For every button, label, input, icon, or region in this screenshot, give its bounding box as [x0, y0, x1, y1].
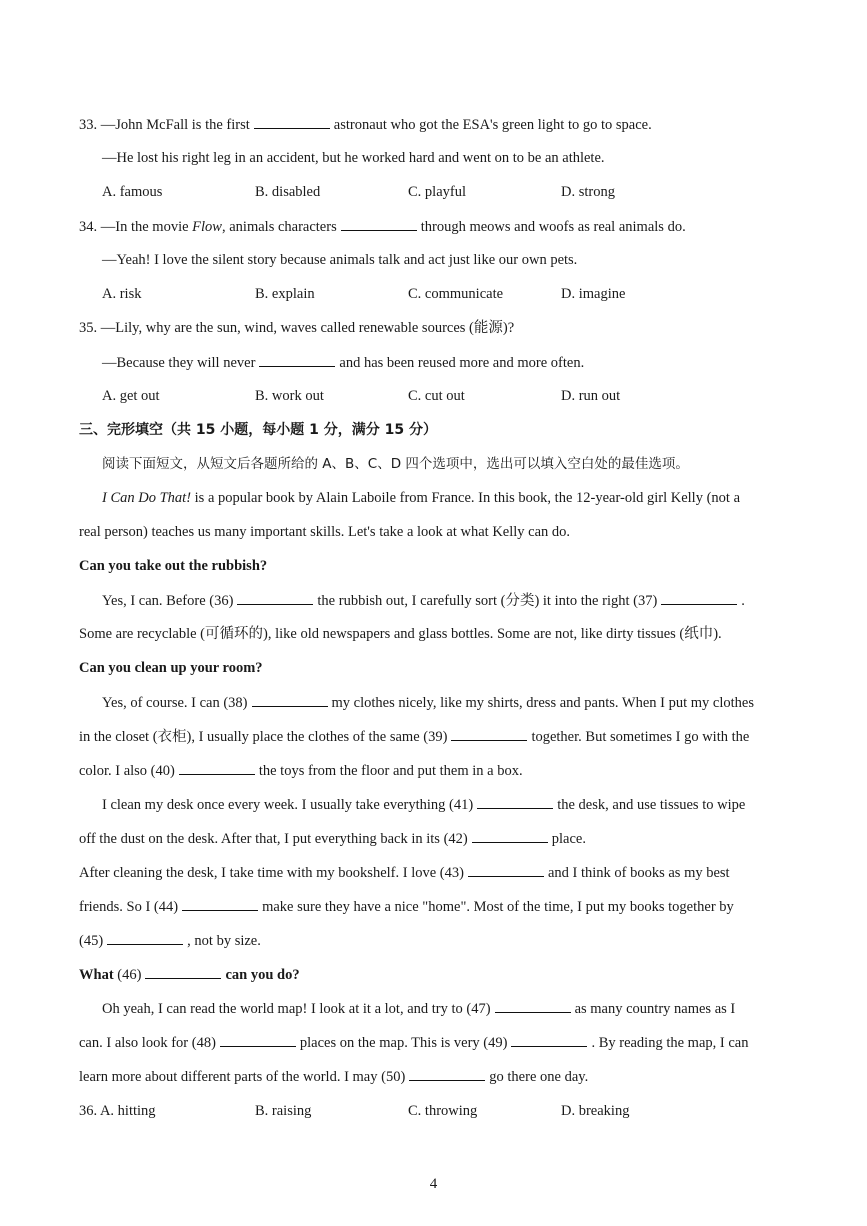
blank-37 [661, 590, 737, 605]
option-a: A. famous [102, 184, 163, 200]
heading-text: can you do? [225, 967, 300, 983]
passage-text: the toys from the floor and put them in a box. [258, 763, 523, 779]
passage-text: my clothes nicely, like my shirts, dress and pants. When I put my clothes [331, 695, 754, 711]
passage-text: the desk, and use tissues to wipe [557, 797, 746, 813]
question-34-response: —Yeah! I love the silent story because animals talk and act just like our own pets. [102, 252, 578, 268]
book-title: I Can Do That! [102, 490, 192, 506]
passage-paragraph [79, 896, 789, 917]
passage-text: friends. So I (44) [79, 899, 179, 915]
question-number: 36. [79, 1103, 98, 1119]
passage-text: . By reading the map, I can [591, 1035, 749, 1051]
passage-paragraph [79, 862, 789, 883]
passage-paragraph [79, 930, 789, 951]
passage-paragraph [102, 590, 789, 611]
passage-text: go there one day. [489, 1069, 589, 1085]
passage-intro [102, 488, 789, 508]
passage-text: is a popular book by Alain Laboile from France. In this book, the 12-year-old girl Kelly (not a [194, 490, 740, 506]
blank-40 [179, 760, 255, 775]
option-text: A. hitting [99, 1103, 156, 1119]
question-text: , animals characters [221, 219, 337, 235]
blank-39 [451, 726, 527, 741]
question-text: —Lily, why are the sun, wind, waves called renewable sources (能源)? [100, 320, 515, 336]
passage-text: I clean my desk once every week. I usually take everything (41) [102, 797, 474, 813]
section-title: 三、完形填空（共 15 小题，每小题 1 分，满分 15 分） [79, 422, 437, 438]
blank-47 [495, 998, 571, 1013]
passage-paragraph [79, 1066, 789, 1087]
passage-paragraph [79, 726, 789, 747]
passage-text: Yes, of course. I can (38) [102, 695, 248, 711]
blank-38 [252, 692, 328, 707]
blank-44 [182, 896, 258, 911]
passage-heading-what [79, 964, 789, 985]
option-c: C. throwing [408, 1103, 478, 1119]
option-a: A. get out [102, 388, 160, 404]
passage-paragraph [79, 828, 789, 849]
passage-text: and I think of books as my best [547, 865, 730, 881]
section-instruction: 阅读下面短文，从短文后各题所给的 A、B、C、D 四个选项中，选出可以填入空白处的最佳选项。 [102, 456, 689, 472]
heading-text: (46) [117, 967, 142, 983]
option-d: D. imagine [561, 286, 626, 302]
question-34-stem [79, 216, 789, 237]
question-text: —In the movie [100, 219, 189, 235]
passage-text: make sure they have a nice "home". Most of the time, I put my books together by [262, 899, 734, 915]
question-33-stem [79, 114, 789, 135]
passage-paragraph [102, 998, 789, 1019]
passage-paragraph [79, 760, 789, 781]
page-number: 4 [429, 1176, 438, 1192]
heading-text: What [79, 967, 114, 983]
passage-text: the rubbish out, I carefully sort (分类) it into the right (37) [317, 593, 658, 609]
passage-text: . [741, 593, 745, 609]
passage-paragraph [79, 1032, 789, 1053]
option-b: B. explain [255, 286, 315, 302]
blank-43 [468, 862, 544, 877]
question-text: —John McFall is the first [100, 117, 250, 133]
passage-heading-room: Can you clean up your room? [79, 660, 263, 676]
passage-text: , not by size. [187, 933, 261, 949]
answer-blank [341, 216, 417, 231]
passage-paragraph [102, 794, 789, 815]
passage-text: place. [551, 831, 586, 847]
passage-text: off the dust on the desk. After that, I put everything back in its (42) [79, 831, 468, 847]
answer-blank [259, 352, 335, 367]
question-33-response: —He lost his right leg in an accident, but he worked hard and went on to be an athlete. [102, 150, 605, 166]
passage-text: in the closet (衣柜), I usually place the clothes of the same (39) [79, 729, 448, 745]
passage-paragraph: Some are recyclable (可循环的), like old newspapers and glass bottles. Some are not, like dirty tissues (纸巾). [79, 626, 722, 642]
blank-46 [145, 964, 221, 979]
blank-42 [472, 828, 548, 843]
option-b: B. disabled [255, 184, 321, 200]
question-text: —Because they will never [102, 355, 256, 371]
question-35-response [102, 352, 789, 373]
passage-paragraph [102, 692, 789, 713]
question-number: 33. [79, 117, 98, 133]
option-b: B. raising [255, 1103, 312, 1119]
option-c: C. cut out [408, 388, 465, 404]
passage-heading-rubbish: Can you take out the rubbish? [79, 558, 268, 574]
option-d: D. breaking [561, 1103, 630, 1119]
passage-text: color. I also (40) [79, 763, 175, 779]
blank-45 [107, 930, 183, 945]
question-35-stem [79, 318, 789, 338]
passage-text: learn more about different parts of the world. I may (50) [79, 1069, 406, 1085]
option-b: B. work out [255, 388, 324, 404]
blank-48 [220, 1032, 296, 1047]
passage-text: Yes, I can. Before (36) [102, 593, 234, 609]
passage-text: as many country names as I [574, 1001, 736, 1017]
passage-text: (45) [79, 933, 104, 949]
blank-41 [477, 794, 553, 809]
blank-50 [409, 1066, 485, 1081]
answer-blank [254, 114, 330, 129]
question-text: astronaut who got the ESA's green light to go to space. [333, 117, 652, 133]
movie-title: Flow [192, 219, 222, 235]
passage-text: together. But sometimes I go with the [531, 729, 750, 745]
question-number: 35. [79, 320, 98, 336]
question-text: and has been reused more and more often. [339, 355, 585, 371]
question-number: 34. [79, 219, 98, 235]
question-text: through meows and woofs as real animals do. [420, 219, 686, 235]
blank-49 [511, 1032, 587, 1047]
passage-text: Oh yeah, I can read the world map! I look at it a lot, and try to (47) [102, 1001, 491, 1017]
option-a [79, 1101, 156, 1121]
option-c: C. playful [408, 184, 466, 200]
blank-36 [237, 590, 313, 605]
option-d: D. strong [561, 184, 615, 200]
option-d: D. run out [561, 388, 621, 404]
passage-text: After cleaning the desk, I take time with my bookshelf. I love (43) [79, 865, 464, 881]
passage-text: places on the map. This is very (49) [299, 1035, 508, 1051]
option-c: C. communicate [408, 286, 504, 302]
option-a: A. risk [102, 286, 142, 302]
passage-intro-cont: real person) teaches us many important skills. Let's take a look at what Kelly can do. [79, 524, 571, 540]
passage-text: can. I also look for (48) [79, 1035, 216, 1051]
